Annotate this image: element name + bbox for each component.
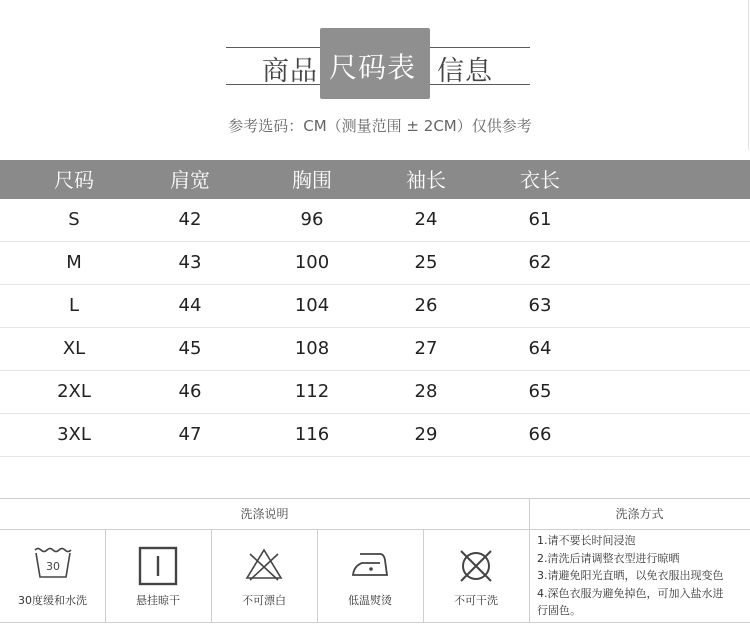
care-rule: 2.清洗后请调整衣型进行晾晒: [537, 551, 680, 565]
table-cell: 104: [294, 295, 330, 316]
care-item-no-dry-clean: [423, 530, 529, 622]
care-label: 悬挂晾干: [136, 594, 180, 607]
care-rules: [537, 532, 749, 620]
care-method-header: 洗涤方式: [529, 499, 750, 530]
table-cell: 63: [528, 295, 552, 316]
table-row: [0, 414, 750, 457]
no-dry-clean-icon: [456, 546, 496, 586]
table-cell: 28: [414, 381, 438, 402]
care-rule: 4.深色衣服为避免掉色，可加入盐水进: [537, 586, 724, 600]
care-label: 低温熨烫: [348, 594, 392, 607]
table-cell: 96: [300, 209, 324, 230]
hang-dry-icon: [138, 546, 178, 586]
table-header: [0, 160, 750, 199]
table-cell: 64: [528, 338, 552, 359]
table-cell: 62: [528, 252, 552, 273]
table-cell: 116: [294, 424, 330, 445]
title-left: 商品: [262, 56, 318, 87]
care-rule: 1.请不要长时间浸泡: [537, 534, 636, 547]
table-cell: 66: [528, 424, 552, 445]
table-cell: 46: [178, 381, 202, 402]
table-cell: 42: [178, 209, 202, 230]
table-cell: M: [66, 252, 82, 273]
table-cell: 65: [528, 381, 552, 402]
table-cell: 43: [178, 252, 202, 273]
table-cell: 24: [414, 209, 438, 230]
title-highlight: 尺码表: [329, 51, 417, 84]
care-item-hang-dry: [105, 530, 211, 622]
table-cell: 44: [178, 295, 202, 316]
low-iron-icon: [350, 546, 390, 580]
no-bleach-icon: [244, 546, 284, 582]
table-row: [0, 371, 750, 414]
care-rule: 行固色。: [537, 604, 581, 617]
column-header: 胸围: [292, 168, 332, 192]
table-cell: 108: [294, 338, 330, 359]
size-table: [0, 160, 750, 457]
care-label: 30度缓和水洗: [18, 594, 87, 607]
table-cell: 26: [414, 295, 438, 316]
column-header: 袖长: [406, 168, 446, 192]
care-item-wash: [0, 530, 105, 622]
table-cell: 45: [178, 338, 202, 359]
wash-temp: 30: [45, 560, 60, 573]
table-cell: XL: [62, 338, 86, 359]
care-item-low-iron: [317, 530, 423, 622]
care-instructions-header: 洗涤说明: [0, 499, 529, 530]
table-cell: 27: [414, 338, 438, 359]
care-label: 不可漂白: [242, 594, 286, 607]
table-cell: 100: [294, 252, 330, 273]
wash-30-icon: [33, 546, 73, 580]
table-cell: 25: [414, 252, 438, 273]
column-header: 尺码: [54, 168, 94, 192]
care-section: [0, 498, 750, 623]
column-header: 衣长: [520, 168, 560, 192]
table-cell: 112: [294, 381, 330, 402]
table-cell: S: [68, 209, 80, 230]
table-cell: 47: [178, 424, 202, 445]
table-cell: 61: [528, 209, 552, 230]
table-cell: 3XL: [57, 424, 91, 445]
divider: [529, 499, 530, 622]
care-rule: 3.请避免阳光直晒，以免衣服出现变色: [537, 569, 724, 582]
table-cell: 29: [414, 424, 438, 445]
title-right: 信息: [437, 56, 493, 87]
care-item-no-bleach: [211, 530, 317, 622]
table-cell: L: [68, 295, 80, 316]
care-label: 不可干洗: [454, 594, 498, 607]
table-row: [0, 328, 750, 371]
table-cell: 2XL: [57, 381, 91, 402]
subtitle: 参考选码：CM（测量范围 ± 2CM）仅供参考: [228, 117, 532, 135]
table-row: [0, 242, 750, 285]
column-header: 肩宽: [170, 168, 210, 192]
table-row: [0, 199, 750, 242]
table-row: [0, 285, 750, 328]
